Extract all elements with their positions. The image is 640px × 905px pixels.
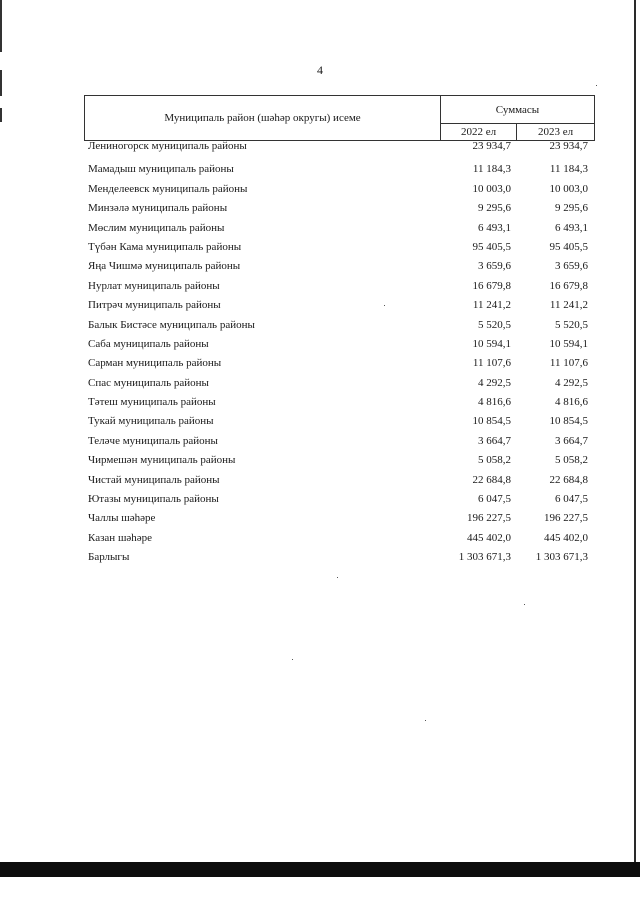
row-value-2022: 10 003,0: [472, 182, 511, 195]
table-row: [84, 471, 595, 490]
table-row: [84, 529, 595, 548]
row-name: Спас муниципаль районы: [88, 376, 209, 389]
row-name: Чистай муниципаль районы: [88, 473, 220, 486]
scan-speck: [337, 577, 338, 578]
column-header-sum: Суммасы: [441, 96, 594, 124]
row-name: Чирмешән муниципаль районы: [88, 454, 236, 467]
row-value-2023: 11 107,6: [549, 357, 588, 370]
row-name: Яңа Чишмә муниципаль районы: [88, 260, 241, 273]
row-value-2022: 445 402,0: [467, 531, 511, 544]
table-row: [84, 180, 595, 199]
row-value-2023: 5 520,5: [555, 318, 588, 331]
row-value-2022: 1 303 671,3: [458, 551, 511, 564]
column-header-year-2022: 2022 ел: [441, 124, 517, 140]
row-name: Сарман муниципаль районы: [88, 357, 222, 370]
row-value-2023: 196 227,5: [544, 512, 588, 525]
row-name: Теләче муниципаль районы: [88, 434, 218, 447]
row-name: Ютазы муниципаль районы: [88, 493, 219, 506]
row-value-2022: 6 047,5: [478, 493, 511, 506]
row-value-2022: 3 664,7: [478, 434, 511, 447]
table-row: [84, 316, 595, 335]
row-value-2022: 10 594,1: [472, 337, 511, 350]
row-value-2022: 4 292,5: [478, 376, 511, 389]
table-row: [84, 374, 595, 393]
row-value-2022: 196 227,5: [467, 512, 511, 525]
scan-edge-mark: [0, 108, 2, 122]
table-row: [84, 490, 595, 509]
row-name: Мамадыш муниципаль районы: [88, 163, 234, 176]
table-row: [84, 257, 595, 276]
row-value-2022: 4 816,6: [478, 396, 511, 409]
row-value-2023: 10 594,1: [549, 337, 588, 350]
row-name: Саба муниципаль районы: [88, 337, 209, 350]
table-row: [84, 141, 595, 160]
row-value-2023: 95 405,5: [549, 240, 588, 253]
table-header: [84, 95, 595, 141]
table-row: [84, 509, 595, 528]
table-row: [84, 160, 595, 179]
table-row: [84, 199, 595, 218]
table-row: [84, 548, 595, 567]
row-value-2023: 6 493,1: [555, 221, 588, 234]
row-value-2022: 11 241,2: [472, 299, 511, 312]
row-name: Балык Бистәсе муниципаль районы: [88, 318, 255, 331]
table-row: [84, 296, 595, 315]
scan-speck: [524, 604, 525, 605]
row-value-2023: 23 934,7: [549, 140, 588, 152]
table-body: [84, 141, 595, 568]
scan-bottom-bar: [0, 862, 640, 877]
row-value-2022: 6 493,1: [478, 221, 511, 234]
table-row: [84, 335, 595, 354]
row-name: Менделеевск муниципаль районы: [88, 182, 248, 195]
row-value-2022: 16 679,8: [472, 279, 511, 292]
column-header-year-2023: 2023 ел: [537, 126, 574, 138]
row-value-2022: 23 934,7: [472, 140, 511, 152]
row-value-2022: 10 854,5: [472, 415, 511, 428]
row-value-2023: 22 684,8: [549, 473, 588, 486]
table-row: [84, 277, 595, 296]
row-value-2023: 11 241,2: [549, 299, 588, 312]
table-row: [84, 451, 595, 470]
row-value-2023: 6 047,5: [555, 493, 588, 506]
row-value-2023: 10 854,5: [549, 415, 588, 428]
row-value-2023: 445 402,0: [544, 531, 588, 544]
row-value-2022: 11 184,3: [472, 163, 511, 176]
row-value-2022: 3 659,6: [478, 260, 511, 273]
table-row: [84, 412, 595, 431]
row-value-2023: 4 816,6: [555, 396, 588, 409]
scan-speck: [596, 85, 597, 86]
row-value-2023: 16 679,8: [549, 279, 588, 292]
column-header-name: Муниципаль район (шәһәр округы) исеме: [85, 96, 441, 140]
table-row: [84, 238, 595, 257]
row-value-2022: 95 405,5: [472, 240, 511, 253]
row-name: Питрәч муниципаль районы: [88, 299, 221, 312]
row-value-2023: 5 058,2: [555, 454, 588, 467]
table-row: [84, 393, 595, 412]
row-name: Минзәлә муниципаль районы: [88, 202, 228, 215]
row-name: Казан шәһәре: [88, 531, 153, 544]
scan-right-edge: [634, 0, 636, 862]
row-name: Лениногорск муниципаль районы: [88, 140, 247, 152]
row-value-2023: 1 303 671,3: [535, 551, 588, 564]
row-value-2022: 5 058,2: [478, 454, 511, 467]
row-value-2023: 10 003,0: [549, 182, 588, 195]
row-value-2023: 3 664,7: [555, 434, 588, 447]
scan-speck: [292, 659, 293, 660]
row-value-2022: 22 684,8: [472, 473, 511, 486]
row-name: Чаллы шәһәре: [88, 512, 156, 525]
row-value-2022: 11 107,6: [472, 357, 511, 370]
row-value-2023: 9 295,6: [555, 202, 588, 215]
row-value-2022: 5 520,5: [478, 318, 511, 331]
row-value-2023: 4 292,5: [555, 376, 588, 389]
row-name: Мөслим муниципаль районы: [88, 221, 225, 234]
page-number: 4: [317, 63, 323, 77]
row-value-2022: 9 295,6: [478, 202, 511, 215]
row-name: Тукай муниципаль районы: [88, 415, 214, 428]
scan-edge-mark: [0, 0, 2, 52]
table-row: [84, 432, 595, 451]
row-name: Барлыгы: [88, 551, 130, 564]
row-name: Нурлат муниципаль районы: [88, 279, 220, 292]
row-name: Түбән Кама муниципаль районы: [88, 240, 242, 253]
table-row: [84, 219, 595, 238]
budget-table: [84, 95, 595, 568]
table-row: [84, 354, 595, 373]
row-value-2023: 11 184,3: [549, 163, 588, 176]
row-value-2023: 3 659,6: [555, 260, 588, 273]
row-name: Тәтеш муниципаль районы: [88, 396, 216, 409]
scan-speck: [425, 720, 426, 721]
scan-speck: [384, 305, 385, 306]
